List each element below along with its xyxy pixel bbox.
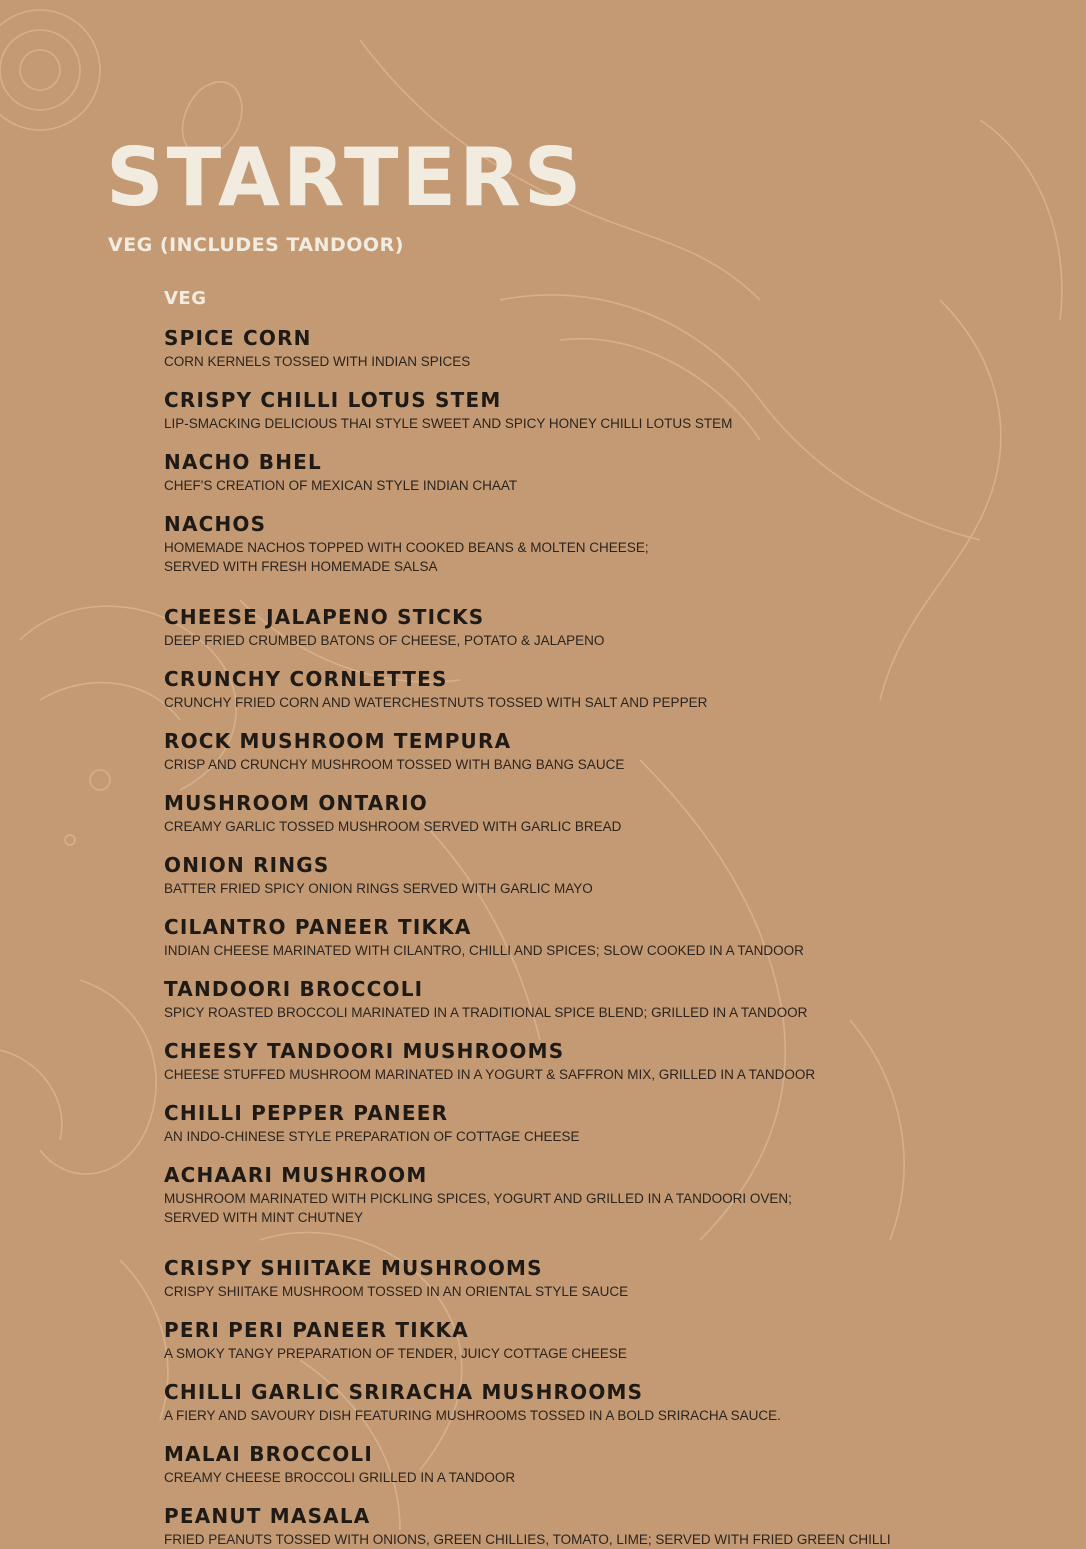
section-heading: VEG [164, 288, 207, 309]
menu-item [164, 791, 621, 836]
menu-item-description: SPICY ROASTED BROCCOLI MARINATED IN A TRADITIONAL SPICE BLEND; GRILLED IN A TANDOOR [164, 1005, 808, 1020]
menu-item [164, 326, 470, 371]
menu-item [164, 388, 732, 433]
menu-item-description: CREAMY CHEESE BROCCOLI GRILLED IN A TANDOOR [164, 1470, 516, 1485]
menu-item [164, 512, 649, 576]
menu-item-description: BATTER FRIED SPICY ONION RINGS SERVED WITH GARLIC MAYO [164, 881, 593, 896]
menu-item-description: CRUNCHY FRIED CORN AND WATERCHESTNUTS TOSSED WITH SALT AND PEPPER [164, 695, 708, 710]
menu-item [164, 1256, 628, 1301]
menu-item [164, 853, 593, 898]
menu-item [164, 915, 804, 960]
menu-item-name: PERI PERI PANEER TIKKA [164, 1318, 469, 1342]
menu-item [164, 1039, 815, 1084]
menu-item [164, 729, 624, 774]
menu-item-name: ONION RINGS [164, 853, 330, 877]
menu-item [164, 1504, 891, 1549]
menu-item-description: CHEF'S CREATION OF MEXICAN STYLE INDIAN CHAAT [164, 478, 518, 493]
menu-item [164, 1101, 580, 1146]
page-subtitle: VEG (INCLUDES TANDOOR) [108, 234, 404, 256]
menu-item-name: ROCK MUSHROOM TEMPURA [164, 729, 512, 753]
menu-item-name: SPICE CORN [164, 326, 312, 350]
menu-item [164, 1163, 792, 1227]
menu-item-name: NACHOS [164, 512, 267, 536]
menu-item-name: MALAI BROCCOLI [164, 1442, 373, 1466]
menu-item-name: CRUNCHY CORNLETTES [164, 667, 448, 691]
menu-item-description: CREAMY GARLIC TOSSED MUSHROOM SERVED WITH GARLIC BREAD [164, 819, 622, 834]
menu-item-description: CHEESE STUFFED MUSHROOM MARINATED IN A YOGURT & SAFFRON MIX, GRILLED IN A TANDOOR [164, 1067, 816, 1082]
menu-item-description: A FIERY AND SAVOURY DISH FEATURING MUSHROOMS TOSSED IN A BOLD SRIRACHA SAUCE. [164, 1408, 781, 1423]
menu-item-description: FRIED PEANUTS TOSSED WITH ONIONS, GREEN CHILLIES, TOMATO, LIME; SERVED WITH FRIED GREEN CHILLI [164, 1532, 891, 1547]
menu-item-description: CRISP AND CRUNCHY MUSHROOM TOSSED WITH BANG BANG SAUCE [164, 757, 625, 772]
menu-item-name: CHEESY TANDOORI MUSHROOMS [164, 1039, 565, 1063]
menu-item-name: CHEESE JALAPENO STICKS [164, 605, 485, 629]
menu-item-name: NACHO BHEL [164, 450, 322, 474]
menu-item-description: INDIAN CHEESE MARINATED WITH CILANTRO, CHILLI AND SPICES; SLOW COOKED IN A TANDOOR [164, 943, 804, 958]
menu-item-name: TANDOORI BROCCOLI [164, 977, 424, 1001]
menu-item-description: HOMEMADE NACHOS TOPPED WITH COOKED BEANS & MOLTEN CHEESE; SERVED WITH FRESH HOMEMADE SALSA [164, 540, 649, 574]
menu-item [164, 1318, 627, 1363]
menu-item [164, 450, 517, 495]
menu-item-description: CRISPY SHIITAKE MUSHROOM TOSSED IN AN ORIENTAL STYLE SAUCE [164, 1284, 629, 1299]
menu-item-name: ACHAARI MUSHROOM [164, 1163, 428, 1187]
menu-item-name: CHILLI PEPPER PANEER [164, 1101, 449, 1125]
menu-item-description: AN INDO-CHINESE STYLE PREPARATION OF COTTAGE CHEESE [164, 1129, 580, 1144]
menu-item-description: DEEP FRIED CRUMBED BATONS OF CHEESE, POTATO & JALAPENO [164, 633, 605, 648]
menu-item-description: MUSHROOM MARINATED WITH PICKLING SPICES, YOGURT AND GRILLED IN A TANDOORI OVEN; SERVED WITH MINT CHUTNEY [164, 1191, 792, 1225]
menu-item-name: MUSHROOM ONTARIO [164, 791, 428, 815]
menu-item-description: A SMOKY TANGY PREPARATION OF TENDER, JUICY COTTAGE CHEESE [164, 1346, 627, 1361]
menu-item-description: CORN KERNELS TOSSED WITH INDIAN SPICES [164, 354, 471, 369]
menu-item-description: LIP-SMACKING DELICIOUS THAI STYLE SWEET AND SPICY HONEY CHILLI LOTUS STEM [164, 416, 733, 431]
menu-item [164, 977, 807, 1022]
menu-item [164, 1380, 781, 1425]
menu-item [164, 667, 707, 712]
menu-item-name: CILANTRO PANEER TIKKA [164, 915, 472, 939]
page-title: STARTERS [106, 131, 585, 224]
menu-item-name: CRISPY CHILLI LOTUS STEM [164, 388, 502, 412]
menu-item-name: PEANUT MASALA [164, 1504, 371, 1528]
menu-item [164, 1442, 515, 1487]
menu-item-name: CHILLI GARLIC SRIRACHA MUSHROOMS [164, 1380, 644, 1404]
menu-item [164, 605, 604, 650]
menu-item-name: CRISPY SHIITAKE MUSHROOMS [164, 1256, 543, 1280]
